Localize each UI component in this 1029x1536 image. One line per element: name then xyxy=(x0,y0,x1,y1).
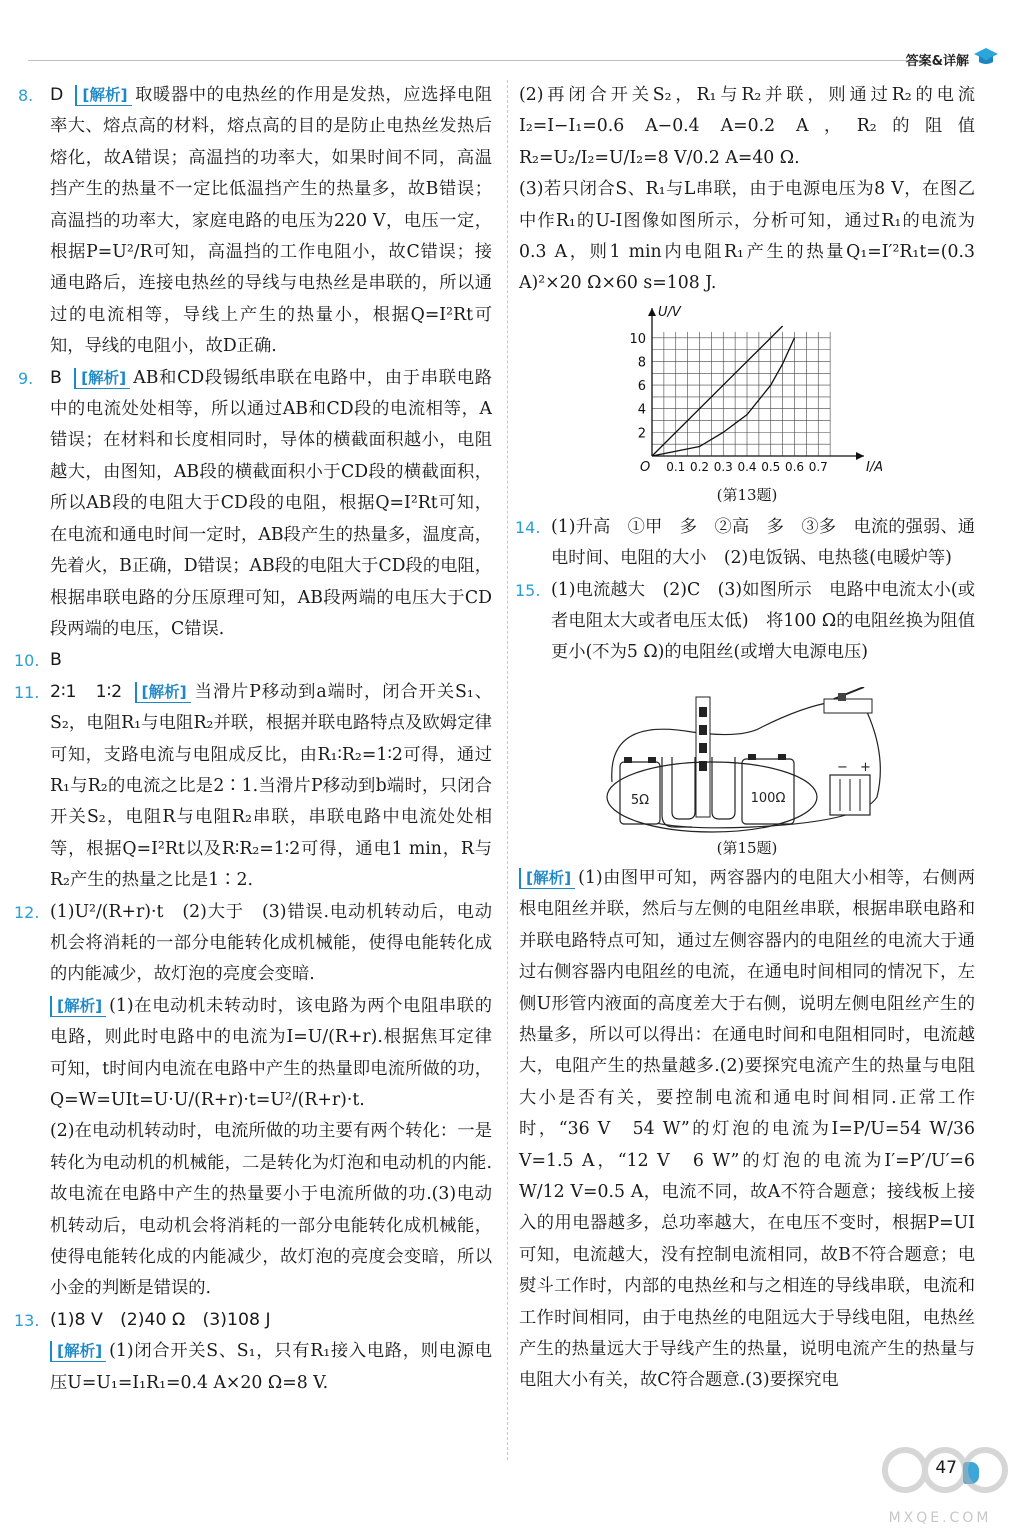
graduation-cap-icon xyxy=(973,44,999,70)
battery-icon xyxy=(830,760,871,815)
analysis-tag: [解析] xyxy=(135,682,191,703)
answer: (1)电流越大 (2)C (3)如图所示 电路中电流太小(或者电阻太大或者电压太低) 将100 Ω的电阻丝换为阻值更小(不为5 Ω)的电阻丝(或增大电源电压) xyxy=(551,579,975,663)
figure-15 xyxy=(602,687,892,837)
analysis-text: (1)闭合开关S、S₁，只有R₁接入电路，则电源电压U=U₁=I₁R₁=0.4 A×20 Ω=8 V. xyxy=(50,1341,492,1393)
question-14 xyxy=(515,512,975,575)
figure-13-caption: (第13题) xyxy=(716,485,778,504)
ui-chart xyxy=(612,304,882,484)
x-axis-arrow xyxy=(856,452,864,460)
x-tick-label: 0.4 xyxy=(737,459,757,474)
answer: (1)8 V (2)40 Ω (3)108 J xyxy=(50,1309,271,1330)
y-tick-label: 8 xyxy=(637,355,646,371)
y-tick-label: 4 xyxy=(637,402,646,418)
y-tick-label: 6 xyxy=(637,378,646,394)
analysis-text: 当滑片P移动到a端时，闭合开关S₁、S₂，电阻R₁与电阻R₂并联，根据并联电路特点及欧姆定律可知，支路电流与电阻成反比，由R₁∶R₂=1∶2可得，通过R₁与R₂的电流之比是2∶1.当滑片P移动到b端时，只闭合开关S₂，电阻R与电阻R₂串联，串联电路中电流处处相等，根据Q=I²Rt以及R∶R₂=1∶2可得，通电1 min，R与R₂产生的热量之比是1∶2. xyxy=(50,681,492,891)
analysis-text: (1)由图甲可知，两容器内的电阻大小相等，右侧两根电阻丝并联，然后与左侧的电阻丝串联，根据串联电路和并联电路特点可知，通过左侧容器内的电阻丝的电流大于通过右侧容器内电阻丝的电流，在通电时间相同的情况下，左侧U形管内液面的高度差大于右侧，说明左侧电阻丝产生的热量多，所以可以得出：在通电时间和电阻相同时，电流越大，电阻产生的热量越多.(2)要探究电流产生的热量与电阻大小是否有关，要控制电流和通电时间相同.正常工作时，“36 V 54 W”的灯泡的电流为I=P/U=54 W/36 V=1.5 A，“12 V 6 W”的灯泡的电流为I′=P′/U′=6 W/12 V=0.5 A，电流不同，故A不符合题意；接线板上接入的用电器越多，总功率越大，在电压不变时，根据P=UI可知，电流越大，没有控制电流相同，故B不符合题意；电熨斗工作时，内部的电热丝和与之相连的导线串联，电流和工作时间相同，由于电热丝的电阻远大于导线电阻，电热丝产生的热量远大于导线产生的热量，说明电流产生的热量与电阻大小有关，故C符合题意.(3)要探究电 xyxy=(519,867,975,1391)
question-number: 8. xyxy=(18,86,34,105)
question-13 xyxy=(14,1305,492,1399)
right-resistor-label: 100Ω xyxy=(750,790,786,806)
question-9 xyxy=(18,363,492,646)
q13-continued-3: (3)若只闭合S、R₁与L串联，由于电源电压为8 V，在图乙中作R₁的U-I图像如图所示，分析可知，通过R₁的电流为0.3 A，则1 min内电阻R₁产生的热量Q₁=I′²R₁t=(0.3 A)²×20 Ω×60 s=108 J. xyxy=(519,179,975,294)
answer: (1)U²/(R+r)·t (2)大于 (3)错误.电动机转动后，电动机会将消耗的一部分电能转化成机械能，使得电能转化成的内能减少，故灯泡的亮度会变暗. xyxy=(50,901,492,985)
answer: 2∶1 1∶2 xyxy=(50,681,123,702)
question-number: 15. xyxy=(515,580,541,600)
answer: (1)升高 ①甲 多 ②高 多 ③多 电流的强弱、通电时间、电阻的大小 (2)电饭锅、电热毯(电暖炉等) xyxy=(551,516,975,569)
battery-minus: − xyxy=(837,759,848,775)
answer: B xyxy=(50,367,62,388)
x-tick-label: 0.6 xyxy=(784,459,805,474)
switch-icon xyxy=(824,687,872,713)
analysis-tag: [解析] xyxy=(74,368,130,389)
answer: B xyxy=(50,650,62,671)
x-tick-label: 0.3 xyxy=(713,459,733,474)
header-tag: 答案&详解 xyxy=(905,54,969,69)
y-axis-arrow xyxy=(648,308,656,316)
y-tick-label: 2 xyxy=(637,426,646,442)
analysis-tag: [解析] xyxy=(75,85,131,106)
question-number: 11. xyxy=(14,682,40,702)
analysis-text: AB和CD段锡纸串联在电路中，由于串联电路中的电流处处相等，所以通过AB和CD段的电流相等，A错误；在材料和长度相同时，导体的横截面积越小，电阻越大，由图知，AB段的横截面积小于CD段的横截面积，所以AB段的电阻大于CD段的电阻，根据Q=I²Rt可知，在电流和通电时间一定时，AB段产生的热量多，温度高，先着火，B正确，D错误；AB段的电阻大于CD段的电阻，根据串联电路的分压原理可知，AB段两端的电压大于CD段两端的电压，C错误. xyxy=(50,367,492,639)
y-tick-label: 10 xyxy=(629,331,646,347)
question-8 xyxy=(18,80,492,363)
answer: D xyxy=(50,85,64,105)
column-divider xyxy=(507,80,508,1460)
question-number: 13. xyxy=(14,1310,40,1330)
left-container xyxy=(620,757,660,824)
x-tick-label: 0.5 xyxy=(761,459,781,474)
x-axis-label: I/A xyxy=(866,459,882,475)
analysis-text: 取暖器中的电热丝的作用是发热，应选择电阻率大、熔点高的材料，熔点高的目的是防止电热丝发热后熔化，故A错误；高温挡的功率大，如果时间不同，高温挡产生的热量不一定比低温挡产生的热量多，故B错误；高温挡的功率大，家庭电路的电压为220 V，电压一定，根据P=U²/R可知，高温挡的工作电阻小，故C错误；接通电路后，连接电热丝的导线与电热丝是串联的，所以通过的电流相等，导线上产生的热量小，根据Q=I²Rt可知，导线的电阻小，故D正确. xyxy=(50,85,492,357)
analysis-tag: [解析] xyxy=(519,868,575,889)
question-number: 14. xyxy=(515,517,541,537)
watermark-text: MXQE.COM xyxy=(888,1510,992,1526)
x-tick-label: 0.1 xyxy=(666,459,686,474)
q13-continued-2: (2)再闭合开关S₂，R₁与R₂并联，则通过R₂的电流I₂=I−I₁=0.6 A−0.4 A=0.2 A，R₂的阻值R₂=U₂/I₂=U/I₂=8 V/0.2 A=40 Ω. xyxy=(519,85,975,168)
question-number: 9. xyxy=(18,368,34,388)
battery-plus: + xyxy=(860,759,871,775)
figure-13 xyxy=(612,304,882,484)
x-tick-label: 0.7 xyxy=(808,459,828,474)
analysis-text: (1)在电动机未转动时，该电路为两个电阻串联的电路，则此时电路中的电流为I=U/(R+r).根据焦耳定律可知，t时间内电流在电路中产生的热量即电流所做的功，Q=W=UIt=U·U/(R+r)·t=U²/(R+r)·t. xyxy=(50,995,492,1110)
left-resistor-label: 5Ω xyxy=(630,792,650,808)
x-tick-label: 0.2 xyxy=(689,459,710,474)
analysis-text-2: (2)在电动机转动时，电流所做的功主要有两个转化：一是转化为电动机的机械能，二是转化为灯泡和电动机的内能.故电流在电路中产生的热量要小于电流所做的功.(3)电动机转动后，电动机会将消耗的一部分电能转化成机械能，使得电能转化成的内能减少，故灯泡的亮度会变暗，所以小金的判断是错误的. xyxy=(50,1121,492,1299)
question-12 xyxy=(14,897,492,1305)
question-number: 10. xyxy=(14,651,40,671)
right-column xyxy=(515,80,975,1397)
question-11 xyxy=(14,677,492,897)
question-15 xyxy=(515,575,975,669)
question-10 xyxy=(14,645,492,676)
apparatus-diagram xyxy=(602,687,892,837)
page-number: 47 xyxy=(935,1458,957,1478)
question-number: 12. xyxy=(14,902,40,922)
header-rule xyxy=(28,60,929,61)
left-column xyxy=(14,80,492,1399)
origin-label: O xyxy=(640,459,651,475)
watermark-logo xyxy=(865,1440,1015,1532)
y-axis-label: U/V xyxy=(658,304,681,320)
analysis-tag: [解析] xyxy=(50,1341,106,1362)
analysis-tag: [解析] xyxy=(50,996,106,1017)
figure-15-caption: (第15题) xyxy=(716,838,778,857)
